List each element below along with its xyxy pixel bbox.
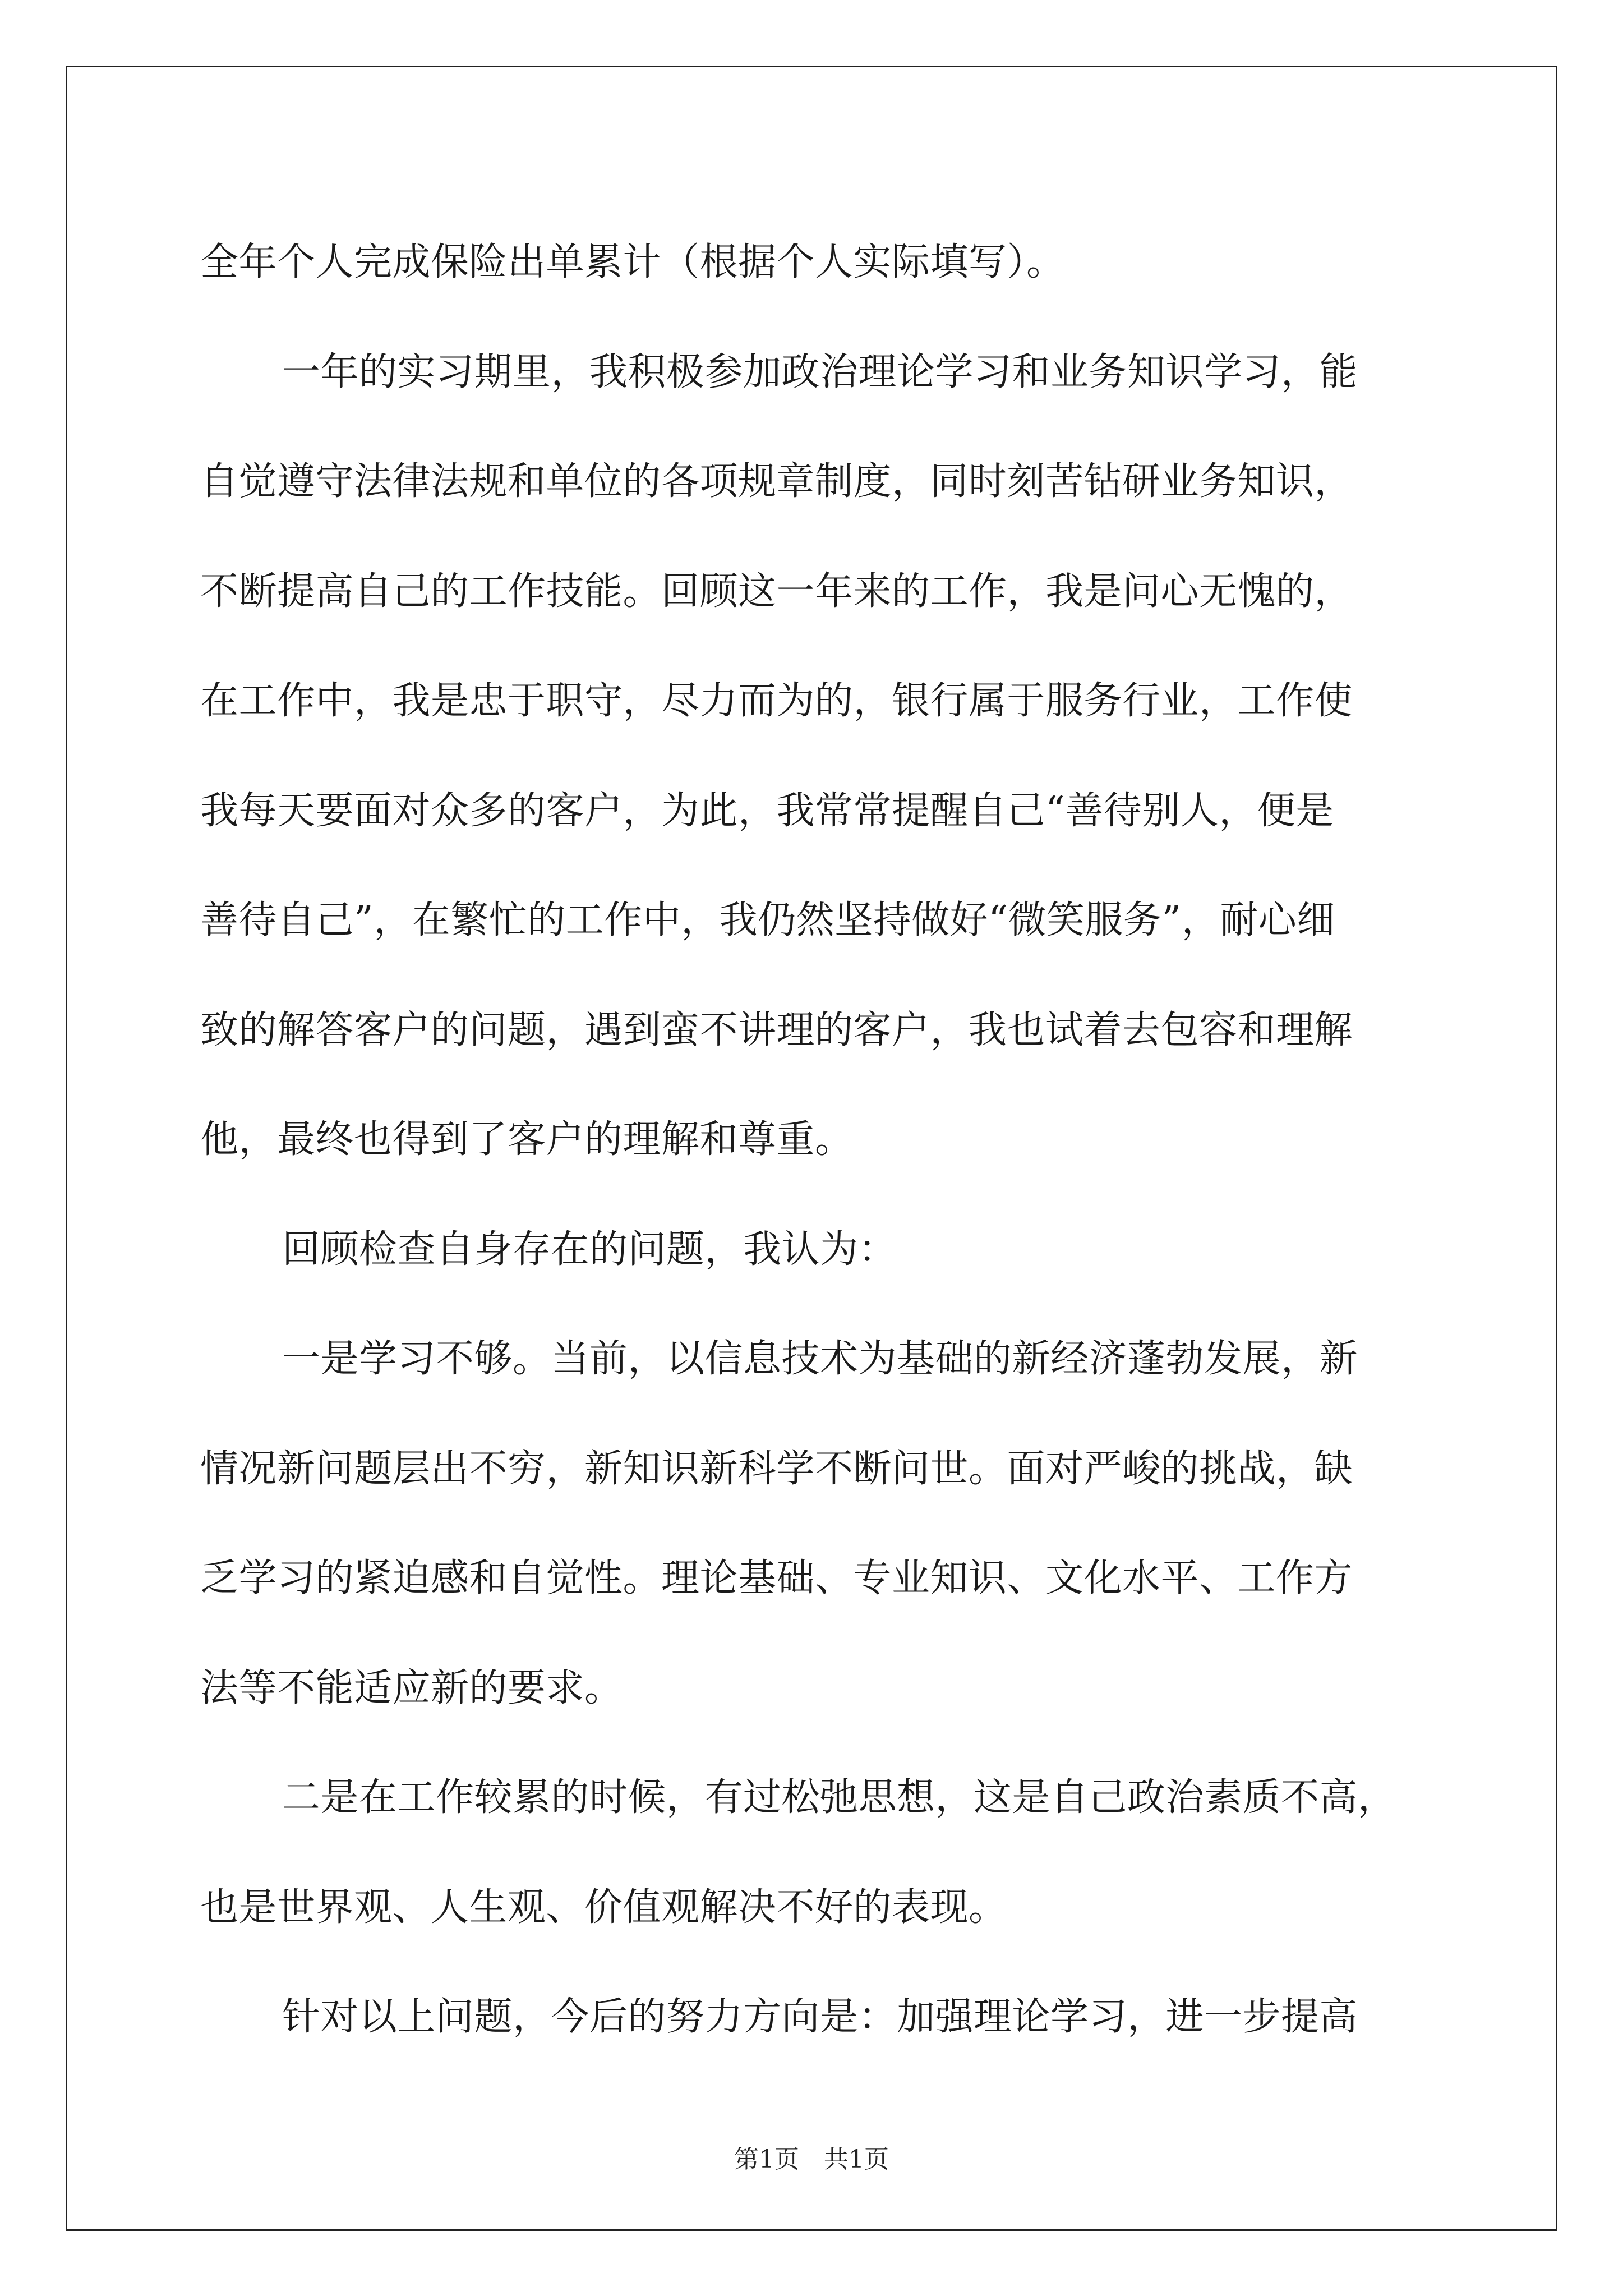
page-number-footer: 第1页 共1页 bbox=[734, 2145, 889, 2174]
text-line: 善待自己”，在繁忙的工作中，我仍然坚持做好“微笑服务”，耐心细 bbox=[200, 898, 1335, 942]
text-line: 回顾检查自身存在的问题，我认为： bbox=[282, 1227, 897, 1272]
text-line: 也是世界观、人生观、价值观解决不好的表现。 bbox=[200, 1885, 1007, 1930]
text-line: 全年个人完成保险出单累计（根据个人实际填写）。 bbox=[200, 240, 1065, 284]
text-line: 针对以上问题，今后的努力方向是：加强理论学习，进一步提高 bbox=[282, 1995, 1358, 2039]
text-line: 法等不能适应新的要求。 bbox=[200, 1665, 623, 1710]
text-line: 不断提高自己的工作技能。回顾这一年来的工作，我是问心无愧的， bbox=[200, 569, 1353, 614]
text-line: 我每天要面对众多的客户，为此，我常常提醒自己“善待别人，便是 bbox=[200, 788, 1334, 833]
text-line: 二是在工作较累的时候，有过松弛思想，这是自己政治素质不高， bbox=[282, 1775, 1396, 1820]
text-line: 一是学习不够。当前，以信息技术为基础的新经济蓬勃发展，新 bbox=[282, 1337, 1358, 1381]
text-line: 致的解答客户的问题，遇到蛮不讲理的客户，我也试着去包容和理解 bbox=[200, 1007, 1353, 1052]
document-body bbox=[200, 208, 1434, 2072]
text-line: 自觉遵守法律法规和单位的各项规章制度，同时刻苦钻研业务知识， bbox=[200, 459, 1353, 504]
text-line: 在工作中，我是忠于职守，尽力而为的，银行属于服务行业，工作使 bbox=[200, 679, 1353, 723]
text-line: 一年的实习期里，我积极参加政治理论学习和业务知识学习，能 bbox=[282, 349, 1358, 394]
text-line: 他，最终也得到了客户的理解和尊重。 bbox=[200, 1117, 854, 1162]
text-line: 乏学习的紧迫感和自觉性。理论基础、专业知识、文化水平、工作方 bbox=[200, 1556, 1353, 1600]
text-line: 情况新问题层出不穷，新知识新科学不断问世。面对严峻的挑战，缺 bbox=[200, 1446, 1353, 1491]
